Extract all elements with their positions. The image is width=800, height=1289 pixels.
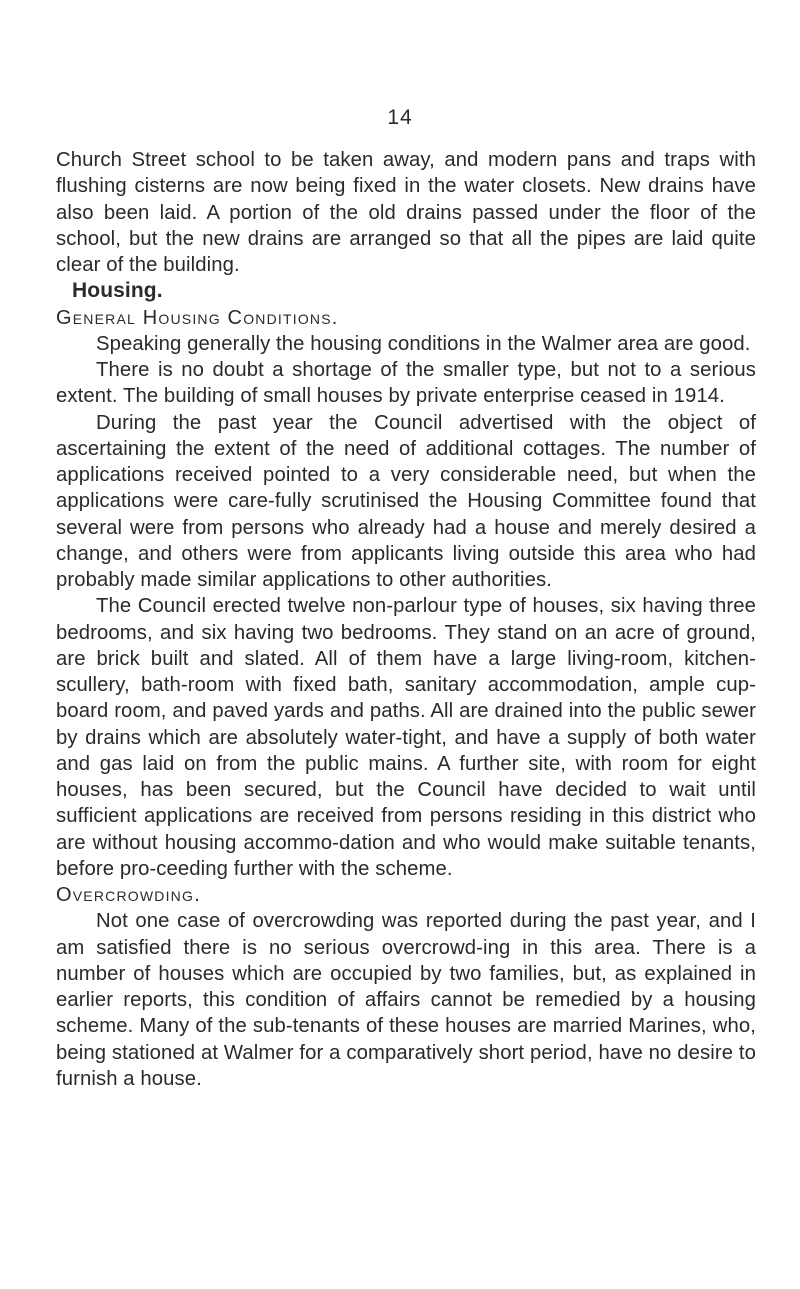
paragraph-council-advertised: During the past year the Council advertised with the object of ascertaining the extent of the need of additional cottages. The number of applications received pointed to a very considerable need, but when the applications were care-fully scrutinised the Housing Committee found that several were from persons who already had a house and merely desired a change, and others were from applicants living outside this area who had probably made similar applications to other authorities. — [56, 411, 756, 591]
paragraph-council-houses: The Council erected twelve non-parlour type of houses, six having three bedrooms, and six having two bedrooms. They stand on an acre of ground, are brick built and slated. All of them have a large living-room, kitchen-scullery, bath-room with fixed bath, sanitary accommodation, ample cup-board room, and paved yards and paths. All are drained into the public sewer by drains which are absolutely water-tight, and have a supply of both water and gas laid on from the public mains. A further site, with room for eight houses, has been secured, but the Council have decided to wait until sufficient applications are received from persons residing in this district who are without housing accommo-dation and who would make suitable tenants, before pro-ceeding further with the scheme. — [56, 595, 756, 880]
paragraph-church-street: Church Street school to be taken away, and modern pans and traps with flushing cisterns are now being fixed in the water closets. New drains have also been laid. A portion of the old drains passed under the floor of the school, but the new drains are arranged so that all the pipes are laid quite clear of the building. — [56, 149, 756, 276]
subheading-overcrowding: Overcrowding. — [56, 884, 201, 906]
page-number: 14 — [387, 106, 413, 129]
paragraph-speaking-generally: Speaking generally the housing conditions in the Walmer area are good. — [96, 332, 751, 355]
section-heading-housing: Housing. — [72, 279, 163, 303]
paragraph-overcrowding: Not one case of overcrowding was reported during the past year, and I am satisfied there is no serious overcrowd-ing in this area. There is a number of houses which are occupied by two families, but, as explained in earlier reports, this condition of affairs cannot be remedied by a housing scheme. Many of the sub-tenants of these houses are married Marines, who, being stationed at Walmer for a comparatively short period, have no desire to furnish a house. — [56, 910, 756, 1090]
subheading-general-housing-conditions: General Housing Conditions. — [56, 306, 339, 329]
paragraph-shortage: There is no doubt a shortage of the smaller type, but not to a serious extent. The building of small houses by private enterprise ceased in 1914. — [56, 359, 756, 408]
body-text — [56, 147, 756, 1092]
